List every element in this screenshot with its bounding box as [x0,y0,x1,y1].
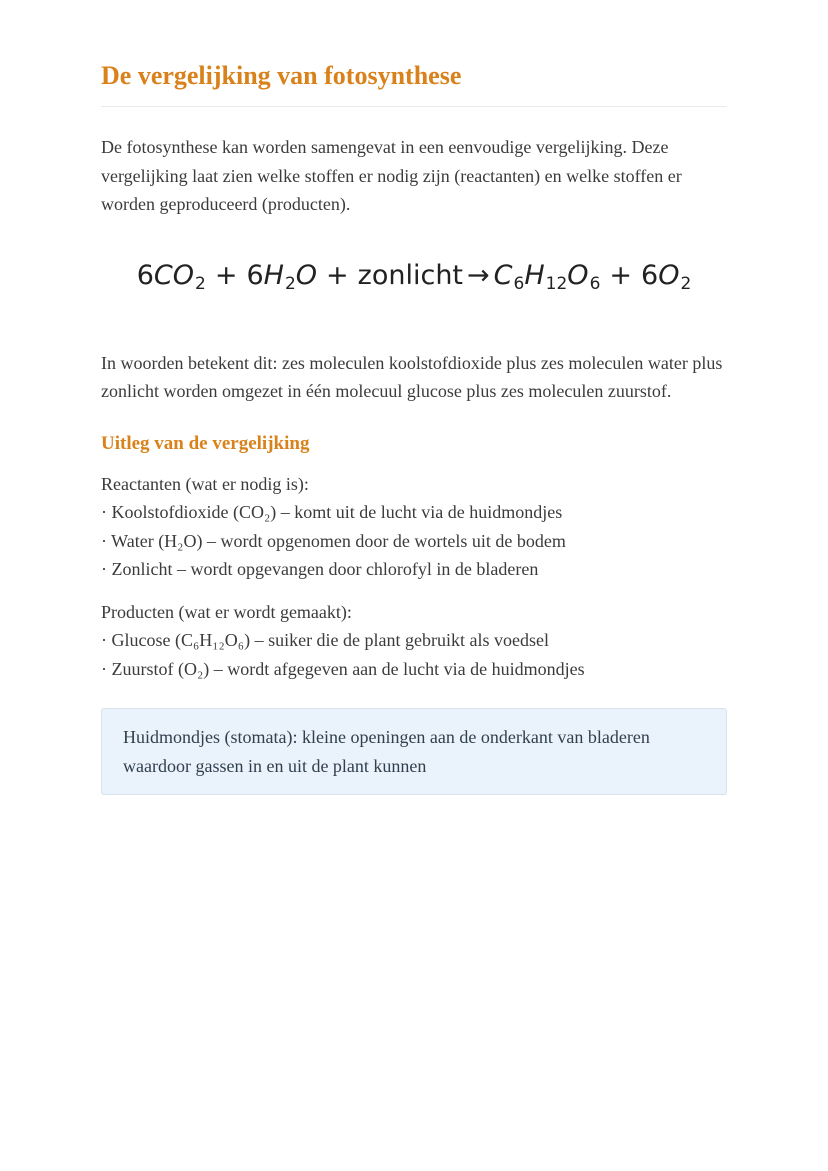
reactant-item: · Zonlicht – wordt opgevangen door chlorofyl in de bladeren [101,559,539,579]
equation-formula: O [567,259,589,291]
equation-plus-operator: + [326,259,349,291]
reactant-item: · Water (H₂O) – wordt opgenomen door de wortels uit de bodem [101,530,566,551]
product-item: · Zuurstof (O₂) – wordt afgegeven aan de lucht via de huidmondjes [101,658,585,679]
reactant-item: · Koolstofdioxide (CO₂) – komt uit de lucht via de huidmondjes [101,502,563,522]
equation-arrow-icon: → [467,259,490,291]
document-page [101,0,727,795]
equation-subscript: 6 [589,273,601,294]
equation-formula: O [295,259,318,291]
equation-coefficient: 6 [136,259,154,291]
note-text: Huidmondjes (stomata): kleine openingen aan de onderkant van bladeren waardoor gassen in en uit de plant kunnen [123,727,650,776]
stomata-note-box [101,708,727,795]
equation-formula: O [658,259,680,291]
section-heading-explanation: Uitleg van de vergelijking [101,432,310,454]
equation-subscript: 2 [284,273,296,294]
equation-plus-operator: + [609,259,633,291]
product-item: · Glucose (C₆H₁₂O₆) – suiker die de plant gebruikt als voedsel [101,630,549,650]
equation-subscript: 2 [680,273,692,294]
title-divider [101,106,727,107]
equation-subscript: 2 [195,273,206,294]
equation-subscript: 12 [545,273,568,294]
equation-formula: CO [153,259,194,291]
equation-plus-operator: + [214,259,238,291]
products-group [101,598,727,684]
equation-word-zonlicht: zonlicht [357,259,464,291]
photosynthesis-equation [101,258,727,302]
in-words-paragraph: In woorden betekent dit: zes moleculen koolstofdioxide plus zes moleculen water plus zonlicht worden omgezet in één molecuul glucose plus zes moleculen zuurstof. [101,352,723,401]
equation-formula: H [263,259,284,291]
equation-coefficient: 6 [641,259,659,291]
equation-coefficient: 6 [246,259,264,291]
reactants-group [101,470,727,584]
page-title: De vergelijking van fotosynthese [101,61,462,90]
equation-formula: H [524,259,545,291]
reactants-heading: Reactanten (wat er nodig is): [101,473,309,494]
products-heading: Producten (wat er wordt gemaakt): [101,601,352,622]
equation-subscript: 6 [513,273,525,294]
intro-paragraph: De fotosynthese kan worden samengevat in een eenvoudige vergelijking. Deze vergelijking laat zien welke stoffen er nodig zijn (reactanten) en welke stoffen er worden geproduceerd (producten). [101,137,682,214]
equation-formula: C [493,259,513,291]
